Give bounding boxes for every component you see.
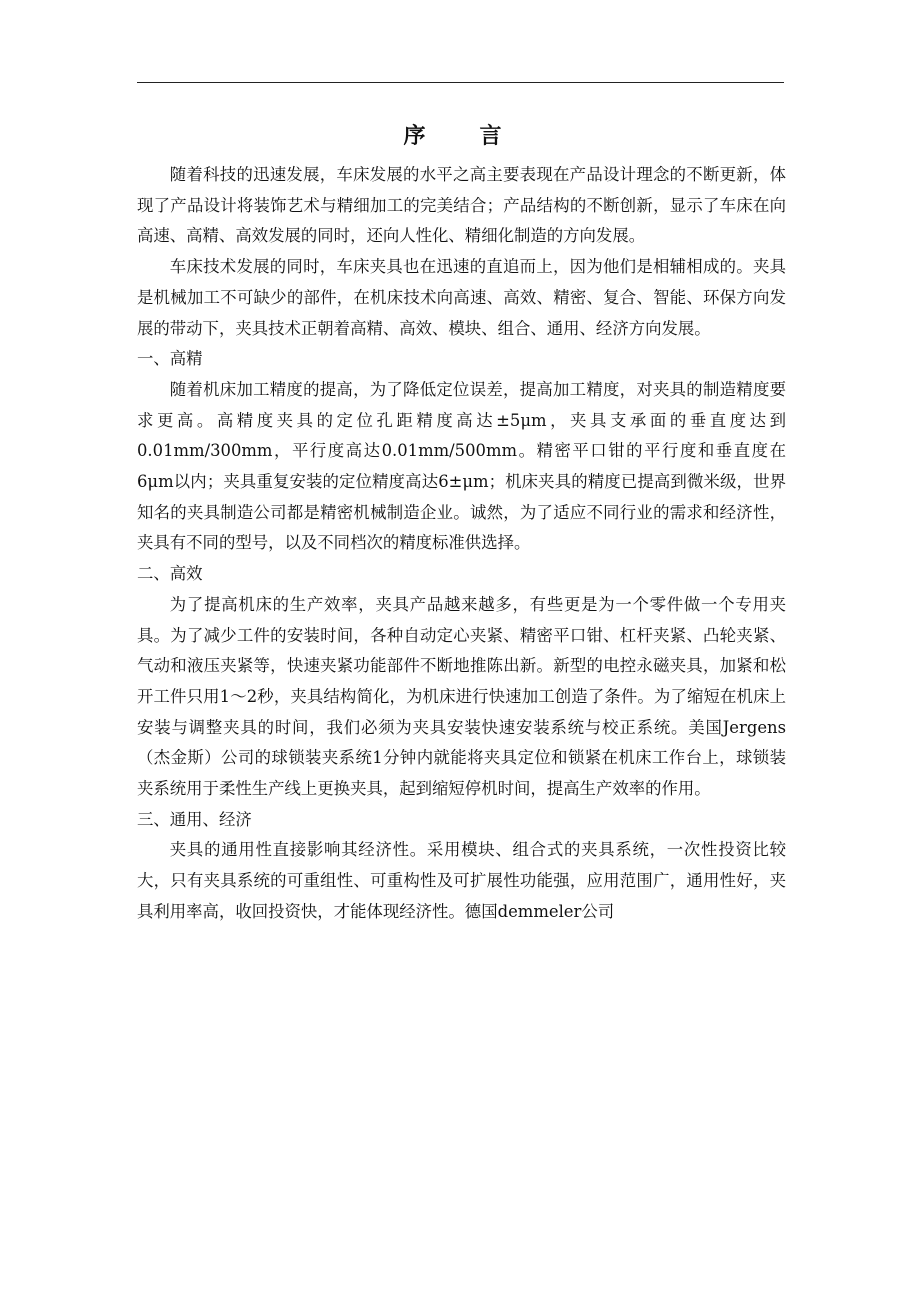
paragraph-high-precision: 随着机床加工精度的提高，为了降低定位误差，提高加工精度，对夹具的制造精度要求更高。高精度夹具的定位孔距精度高达±5μm，夹具支承面的垂直度达到0.01mm/300mm，平行度高达0.01mm/500mm。精密平口钳的平行度和垂直度在6μm以内；夹具重复安装的定位精度高达6±μm；机床夹具的精度已提高到微米级，世界知名的夹具制造公司都是精密机械制造企业。诚然，为了适应不同行业的需求和经济性，夹具有不同的型号，以及不同档次的精度标准供选择。 bbox=[137, 379, 786, 553]
paragraph-intro-2: 车床技术发展的同时，车床夹具也在迅速的直追而上，因为他们是相辅相成的。夹具是机械加工不可缺少的部件，在机床技术向高速、高效、精密、复合、智能、环保方向发展的带动下，夹具技术正朝着高精、高效、模块、组合、通用、经济方向发展。 bbox=[137, 257, 786, 338]
section-heading-high-precision: 一、高精 bbox=[137, 349, 203, 369]
paragraph-general-economy: 夹具的通用性直接影响其经济性。采用模块、组合式的夹具系统，一次性投资比较大，只有夹具系统的可重组性、可重构性及可扩展性功能强，应用范围广，通用性好，夹具利用率高，收回投资快，才能体现经济性。德国demmeler公司 bbox=[137, 840, 786, 921]
paragraph-high-efficiency: 为了提高机床的生产效率，夹具产品越来越多，有些更是为一个零件做一个专用夹具。为了减少工件的安装时间，各种自动定心夹紧、精密平口钳、杠杆夹紧、凸轮夹紧、气动和液压夹紧等，快速夹紧功能部件不断地推陈出新。新型的电控永磁夹具，加紧和松开工件只用1～2秒，夹具结构简化，为机床进行快速加工创造了条件。为了缩短在机床上安装与调整夹具的时间，我们必须为夹具安装快速安装系统与校正系统。美国Jergens（杰金斯）公司的球锁装夹系统1分钟内就能将夹具定位和锁紧在机床工作台上，球锁装夹系统用于柔性生产线上更换夹具，起到缩短停机时间，提高生产效率的作用。 bbox=[137, 594, 786, 799]
section-heading-high-efficiency: 二、高效 bbox=[137, 564, 203, 584]
paragraph-intro-1: 随着科技的迅速发展，车床发展的水平之高主要表现在产品设计理念的不断更新，体现了产品设计将装饰艺术与精细加工的完美结合；产品结构的不断创新，显示了车床在向高速、高精、高效发展的同时，还向人性化、精细化制造的方向发展。 bbox=[137, 165, 786, 246]
page-title: 序 言 bbox=[403, 123, 518, 149]
header-rule bbox=[137, 82, 784, 83]
section-heading-general-economy: 三、通用、经济 bbox=[137, 809, 252, 829]
document-body bbox=[137, 160, 786, 928]
